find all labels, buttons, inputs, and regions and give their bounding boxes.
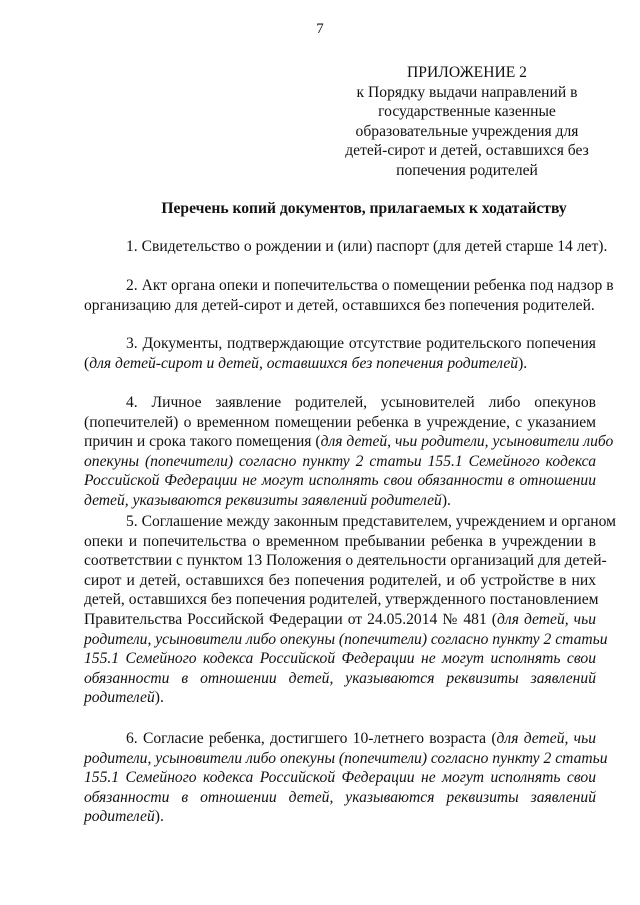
text-line — [84, 610, 596, 630]
italic-run: обязанности в отношении детей, указываются реквизиты заявлений — [84, 669, 596, 687]
text-run: соответствии с пунктом 13 Положения о деятельности организаций для детей- — [84, 552, 607, 570]
italic-run: родителей — [84, 689, 155, 707]
italic-run: обязанности в отношении детей, указываются реквизиты заявлений — [84, 788, 596, 806]
text-run: Правительства Российской Федерации от 24.05.2014 № 481 ( — [84, 610, 497, 628]
text-run: 6. Согласие ребенка, достигшего 10-летнего возраста ( — [126, 730, 497, 747]
appendix-line: детей-сирот и детей, оставшихся без — [345, 142, 589, 160]
text-run: сирот и детей, оставшихся без попечения родителей, и об устройстве в них — [84, 571, 596, 589]
text-run: ( — [84, 354, 90, 372]
italic-run: для детей-сирот и детей, оставшихся без попечения родителей — [89, 354, 519, 372]
italic-run: Российской Федерации не могут исполнять свои обязанности в отношении — [84, 472, 596, 490]
appendix-line: попечения родителей — [396, 161, 538, 179]
page-number: 7 — [316, 21, 324, 37]
text-line — [84, 296, 596, 316]
text-line — [84, 807, 596, 827]
text-run: 3. Документы, подтверждающие отсутствие родительского попечения — [126, 335, 596, 352]
text-line — [84, 393, 596, 413]
text-line — [84, 432, 614, 452]
text-line — [84, 749, 608, 769]
text-run: 5. Соглашение между законным представителем, учреждением и органом — [126, 513, 617, 530]
appendix-line: к Порядку выдачи направлений в — [356, 83, 578, 101]
italic-run: для детей, чьи родители, усыновители либо — [320, 433, 614, 451]
list-item-4 — [84, 393, 614, 511]
text-run: ). — [154, 689, 164, 707]
text-run: организацию для детей-сирот и детей, оставшихся без попечения родителей. — [84, 296, 595, 314]
italic-run: 155.1 Семейного кодекса Российской Федерации не могут исполнять свои — [84, 650, 596, 668]
appendix-line: образовательные учреждения для — [355, 122, 579, 140]
text-line — [84, 688, 596, 708]
list-item-6 — [84, 729, 608, 827]
italic-run: опекуны (попечители) согласно пункту 2 статьи 155.1 Семейного кодекса — [84, 452, 596, 470]
document-title: Перечень копий документов, прилагаемых к ходатайству — [161, 200, 567, 217]
text-line — [84, 788, 596, 808]
text-run: (попечителей) о временном помещении ребенка в учреждение, с указанием — [84, 413, 596, 431]
appendix-line: государственные казенные — [378, 103, 556, 121]
italic-run: 155.1 Семейного кодекса Российской Федерации не могут исполнять свои — [84, 769, 596, 787]
text-run: ). — [441, 491, 451, 509]
italic-run: родителей — [84, 808, 155, 826]
text-run: 4. Личное заявление родителей, усыновителей либо опекунов — [126, 394, 596, 411]
text-line — [84, 354, 596, 374]
text-line — [84, 571, 596, 591]
text-run: опеки и попечительства о временном пребывании ребенка в учреждении в — [84, 532, 596, 550]
text-line — [84, 334, 596, 354]
text-line — [84, 491, 596, 511]
text-line — [84, 276, 614, 296]
list-item-5 — [84, 512, 617, 708]
list-item-3 — [84, 334, 596, 373]
italic-run: детей, указываются реквизиты заявлений родителей — [84, 491, 442, 509]
text-run: причин и срока такого помещения ( — [84, 433, 321, 451]
text-run: детей, оставшихся без попечения родителей, утвержденного постановлением — [84, 591, 599, 609]
italic-run: родители, усыновители либо опекуны (попечители) согласно пункту 2 статьи — [84, 630, 608, 648]
text-line — [84, 590, 599, 610]
text-run: ). — [518, 354, 528, 372]
text-line — [84, 551, 607, 571]
text-line — [84, 669, 596, 689]
text-line — [84, 413, 596, 433]
text-run: ). — [154, 808, 164, 826]
text-line — [84, 768, 596, 788]
text-line — [84, 452, 596, 472]
text-run: 1. Свидетельство о рождении и (или) паспорт (для детей старше 14 лет). — [126, 238, 608, 255]
appendix-line: ПРИЛОЖЕНИЕ 2 — [407, 64, 527, 81]
italic-run: родители, усыновители либо опекуны (попечители) согласно пункту 2 статьи — [84, 749, 608, 767]
text-line — [84, 630, 608, 650]
text-run: 2. Акт органа опеки и попечительства о помещении ребенка под надзор в — [126, 277, 614, 294]
italic-run: для детей, чьи — [497, 610, 596, 628]
list-item-1 — [84, 237, 608, 257]
appendix-header — [336, 63, 598, 181]
text-line — [84, 729, 596, 749]
italic-run: для детей, чьи — [496, 730, 596, 747]
text-line — [84, 512, 617, 532]
text-line — [84, 237, 608, 257]
text-line — [84, 649, 596, 669]
text-line — [84, 471, 596, 491]
text-line — [84, 532, 596, 552]
list-item-2 — [84, 276, 614, 315]
